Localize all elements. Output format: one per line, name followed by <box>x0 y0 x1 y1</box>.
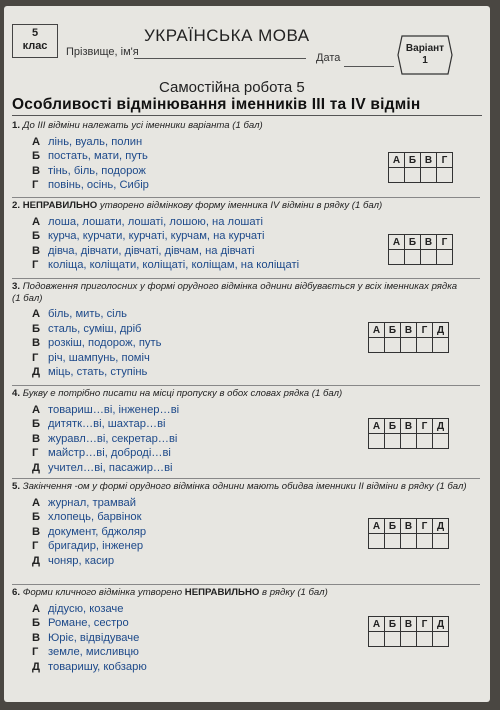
option-text: міць, стать, ступінь <box>48 366 148 379</box>
grid-header: В <box>401 617 417 632</box>
option-text: журнал, трамвай <box>48 496 136 509</box>
question-text: утворено відмінкову форму іменника IV відміни в рядку (1 бал) <box>99 200 383 211</box>
option-letter: В <box>32 631 41 644</box>
option-text: чоняр, касир <box>48 554 115 567</box>
option-letter: Б <box>32 150 41 163</box>
option-text: дівча, дівчати, дівчаті, дівчам, на дівчаті <box>48 244 255 257</box>
option-letter: Д <box>32 660 40 673</box>
question-text: Подовження приголосних у формі орудного відмінка однини відбувається у всіх іменниках рядка (1 бал) <box>12 281 458 304</box>
question-text: Форми кличного відмінка утворено <box>22 587 183 598</box>
grid-header: Б <box>385 419 401 434</box>
divider <box>12 197 480 198</box>
question-number: 1. <box>12 120 21 131</box>
answer-cell[interactable] <box>437 250 453 265</box>
option-letter: А <box>32 215 41 228</box>
grid-header: Г <box>417 419 433 434</box>
option-letter: В <box>32 164 41 177</box>
answer-cell[interactable] <box>369 534 385 549</box>
answer-cell[interactable] <box>369 434 385 449</box>
option-letter: А <box>32 308 41 320</box>
option-text: товаришу, кобзарю <box>48 660 147 673</box>
answer-cell[interactable] <box>433 434 449 449</box>
grid-header: А <box>369 323 385 338</box>
answer-cell[interactable] <box>433 534 449 549</box>
option <box>32 645 480 660</box>
grid-header: Д <box>433 519 449 534</box>
answer-cell[interactable] <box>385 632 401 647</box>
option-text: річ, шампунь, поміч <box>48 351 150 364</box>
worksheet-page <box>4 6 490 702</box>
answer-cell[interactable] <box>417 434 433 449</box>
answer-cell[interactable] <box>437 168 453 183</box>
question-text: Букву е потрібно писати на місці пропуску в обох словах рядка (1 бал) <box>22 388 343 399</box>
variant-badge <box>396 34 454 76</box>
option-letter: В <box>32 244 41 257</box>
option-letter: Г <box>32 447 39 460</box>
option-letter: А <box>32 135 41 148</box>
option-text: документ, бджоляр <box>48 525 147 538</box>
date-field[interactable] <box>344 66 394 67</box>
answer-cell[interactable] <box>385 434 401 449</box>
question-emphasis: НЕПРАВИЛЬНО <box>184 587 260 598</box>
option <box>32 403 480 418</box>
variant-number: 1 <box>422 55 428 66</box>
option <box>32 365 480 380</box>
grid-header: Д <box>433 617 449 632</box>
question-number: 6. <box>12 587 21 598</box>
grid-header: В <box>421 235 437 250</box>
answer-cell[interactable] <box>433 632 449 647</box>
grid-header: В <box>401 519 417 534</box>
option-text: лоша, лошати, лошаті, лошою, на лошаті <box>48 215 263 228</box>
grid-header: Б <box>385 323 401 338</box>
grid-header: Б <box>405 153 421 168</box>
grid-header: Г <box>417 323 433 338</box>
divider <box>12 478 480 479</box>
option <box>32 135 480 150</box>
option-text: Романе, сестро <box>48 617 129 630</box>
option <box>32 215 480 230</box>
question-number: 4. <box>12 388 21 399</box>
answer-cell[interactable] <box>421 250 437 265</box>
answer-cell[interactable] <box>433 338 449 353</box>
option-letter: А <box>32 496 41 509</box>
grid-header: А <box>389 235 405 250</box>
answer-cell[interactable] <box>385 534 401 549</box>
option-text: тінь, біль, подорож <box>48 164 146 177</box>
grade-label: клас <box>22 40 48 52</box>
question-text: Закінчення -ом у формі орудного відмінка однини мають обидва іменники II відміни в рядку (1 бал) <box>22 481 467 492</box>
grid-header: Г <box>437 235 453 250</box>
option-letter: Б <box>32 230 41 243</box>
option-text: коліща, коліщати, коліщаті, коліщам, на коліщаті <box>48 259 300 272</box>
grid-header: Г <box>417 617 433 632</box>
work-subtitle: Самостійна робота 5 <box>159 79 305 96</box>
answer-grid-5 <box>368 518 449 549</box>
divider <box>12 584 480 585</box>
option-letter: Б <box>32 617 41 630</box>
option-text: біль, мить, сіль <box>48 308 128 320</box>
grid-header: В <box>421 153 437 168</box>
grid-header: Б <box>385 519 401 534</box>
page-title: Особливості відмінювання іменників III та IV відмін <box>12 96 482 116</box>
question-number: 5. <box>12 481 21 492</box>
option <box>32 461 480 476</box>
answer-cell[interactable] <box>417 632 433 647</box>
question-number: 2. <box>12 200 21 211</box>
option-letter: В <box>32 337 41 350</box>
option-letter: В <box>32 525 41 538</box>
option-text: лінь, вуаль, полин <box>48 135 143 148</box>
option-letter: Г <box>32 540 39 553</box>
option-text: журавл…ві, секретар…ві <box>48 432 178 445</box>
answer-cell[interactable] <box>401 338 417 353</box>
grade-number: 5 <box>31 27 39 39</box>
option-text: майстр…ві, доброді…ві <box>48 447 171 460</box>
option-text: хлопець, барвінок <box>48 511 142 524</box>
variant-label: Варіант <box>405 43 445 54</box>
option-letter: Д <box>32 554 40 567</box>
grid-header: В <box>401 419 417 434</box>
option-letter: Д <box>32 366 40 379</box>
answer-cell[interactable] <box>401 632 417 647</box>
option <box>32 307 480 322</box>
option-letter: Б <box>32 511 41 524</box>
option-letter: Г <box>32 351 39 364</box>
name-field[interactable] <box>134 58 306 59</box>
option-letter: Д <box>32 461 40 474</box>
answer-grid-1 <box>388 152 453 183</box>
question-emphasis: НЕПРАВИЛЬНО <box>22 200 98 211</box>
option-letter: В <box>32 432 41 445</box>
option-letter: Б <box>32 322 41 335</box>
option-text: сталь, суміш, дріб <box>48 322 142 335</box>
question-text: До III відміни належать усі іменники варіанта (1 бал) <box>22 120 263 131</box>
answer-grid-4 <box>368 418 449 449</box>
answer-cell[interactable] <box>369 632 385 647</box>
date-label: Дата <box>316 52 341 64</box>
grid-header: Б <box>405 235 421 250</box>
option-text: розкіш, подорож, путь <box>48 337 162 350</box>
answer-cell[interactable] <box>385 338 401 353</box>
grid-header: В <box>401 323 417 338</box>
question-text-end: в рядку (1 бал) <box>262 587 328 598</box>
answer-cell[interactable] <box>405 168 421 183</box>
answer-cell[interactable] <box>401 534 417 549</box>
option <box>32 660 480 675</box>
divider <box>12 278 480 279</box>
grid-header: А <box>369 419 385 434</box>
question-number: 3. <box>12 281 21 292</box>
option-text: учител…ві, пасажир…ві <box>48 461 173 474</box>
grid-header: Д <box>433 419 449 434</box>
answer-cell[interactable] <box>417 338 433 353</box>
name-label: Прізвище, ім'я <box>66 46 139 58</box>
grid-header: А <box>369 617 385 632</box>
option-letter: Г <box>32 259 39 272</box>
grid-header: Г <box>437 153 453 168</box>
subject-title: УКРАЇНСЬКА МОВА <box>144 26 310 45</box>
grid-header: Д <box>433 323 449 338</box>
answer-cell[interactable] <box>389 250 405 265</box>
option-text: товариш…ві, інженер…ві <box>48 403 180 416</box>
option-letter: Б <box>32 418 41 431</box>
option-letter: А <box>32 602 41 615</box>
option-text: земле, мисливцю <box>48 646 139 659</box>
answer-cell[interactable] <box>389 168 405 183</box>
answer-cell[interactable] <box>421 168 437 183</box>
option-text: бригадир, інженер <box>48 540 144 553</box>
grade-box <box>12 24 58 58</box>
option-letter: Г <box>32 646 39 659</box>
option-text: постать, мати, путь <box>48 150 148 163</box>
grid-header: А <box>389 153 405 168</box>
option <box>32 602 480 617</box>
option <box>32 496 480 511</box>
answer-cell[interactable] <box>405 250 421 265</box>
option <box>32 554 480 569</box>
answer-grid-3 <box>368 322 449 353</box>
answer-cell[interactable] <box>417 534 433 549</box>
option-letter: Г <box>32 179 39 192</box>
grid-header: А <box>369 519 385 534</box>
answer-cell[interactable] <box>369 338 385 353</box>
answer-grid-2 <box>388 234 453 265</box>
option-text: повінь, осінь, Сибір <box>48 179 149 192</box>
answer-grid-6 <box>368 616 449 647</box>
option-text: Юріє, відвідуваче <box>48 631 140 644</box>
answer-cell[interactable] <box>401 434 417 449</box>
option-letter: А <box>32 403 41 416</box>
option-text: курча, курчати, курчаті, курчам, на курчаті <box>48 230 265 243</box>
option-text: дідусю, козаче <box>48 602 124 615</box>
divider <box>12 385 480 386</box>
option-text: дитятк…ві, шахтар…ві <box>48 418 166 431</box>
grid-header: Г <box>417 519 433 534</box>
grid-header: Б <box>385 617 401 632</box>
